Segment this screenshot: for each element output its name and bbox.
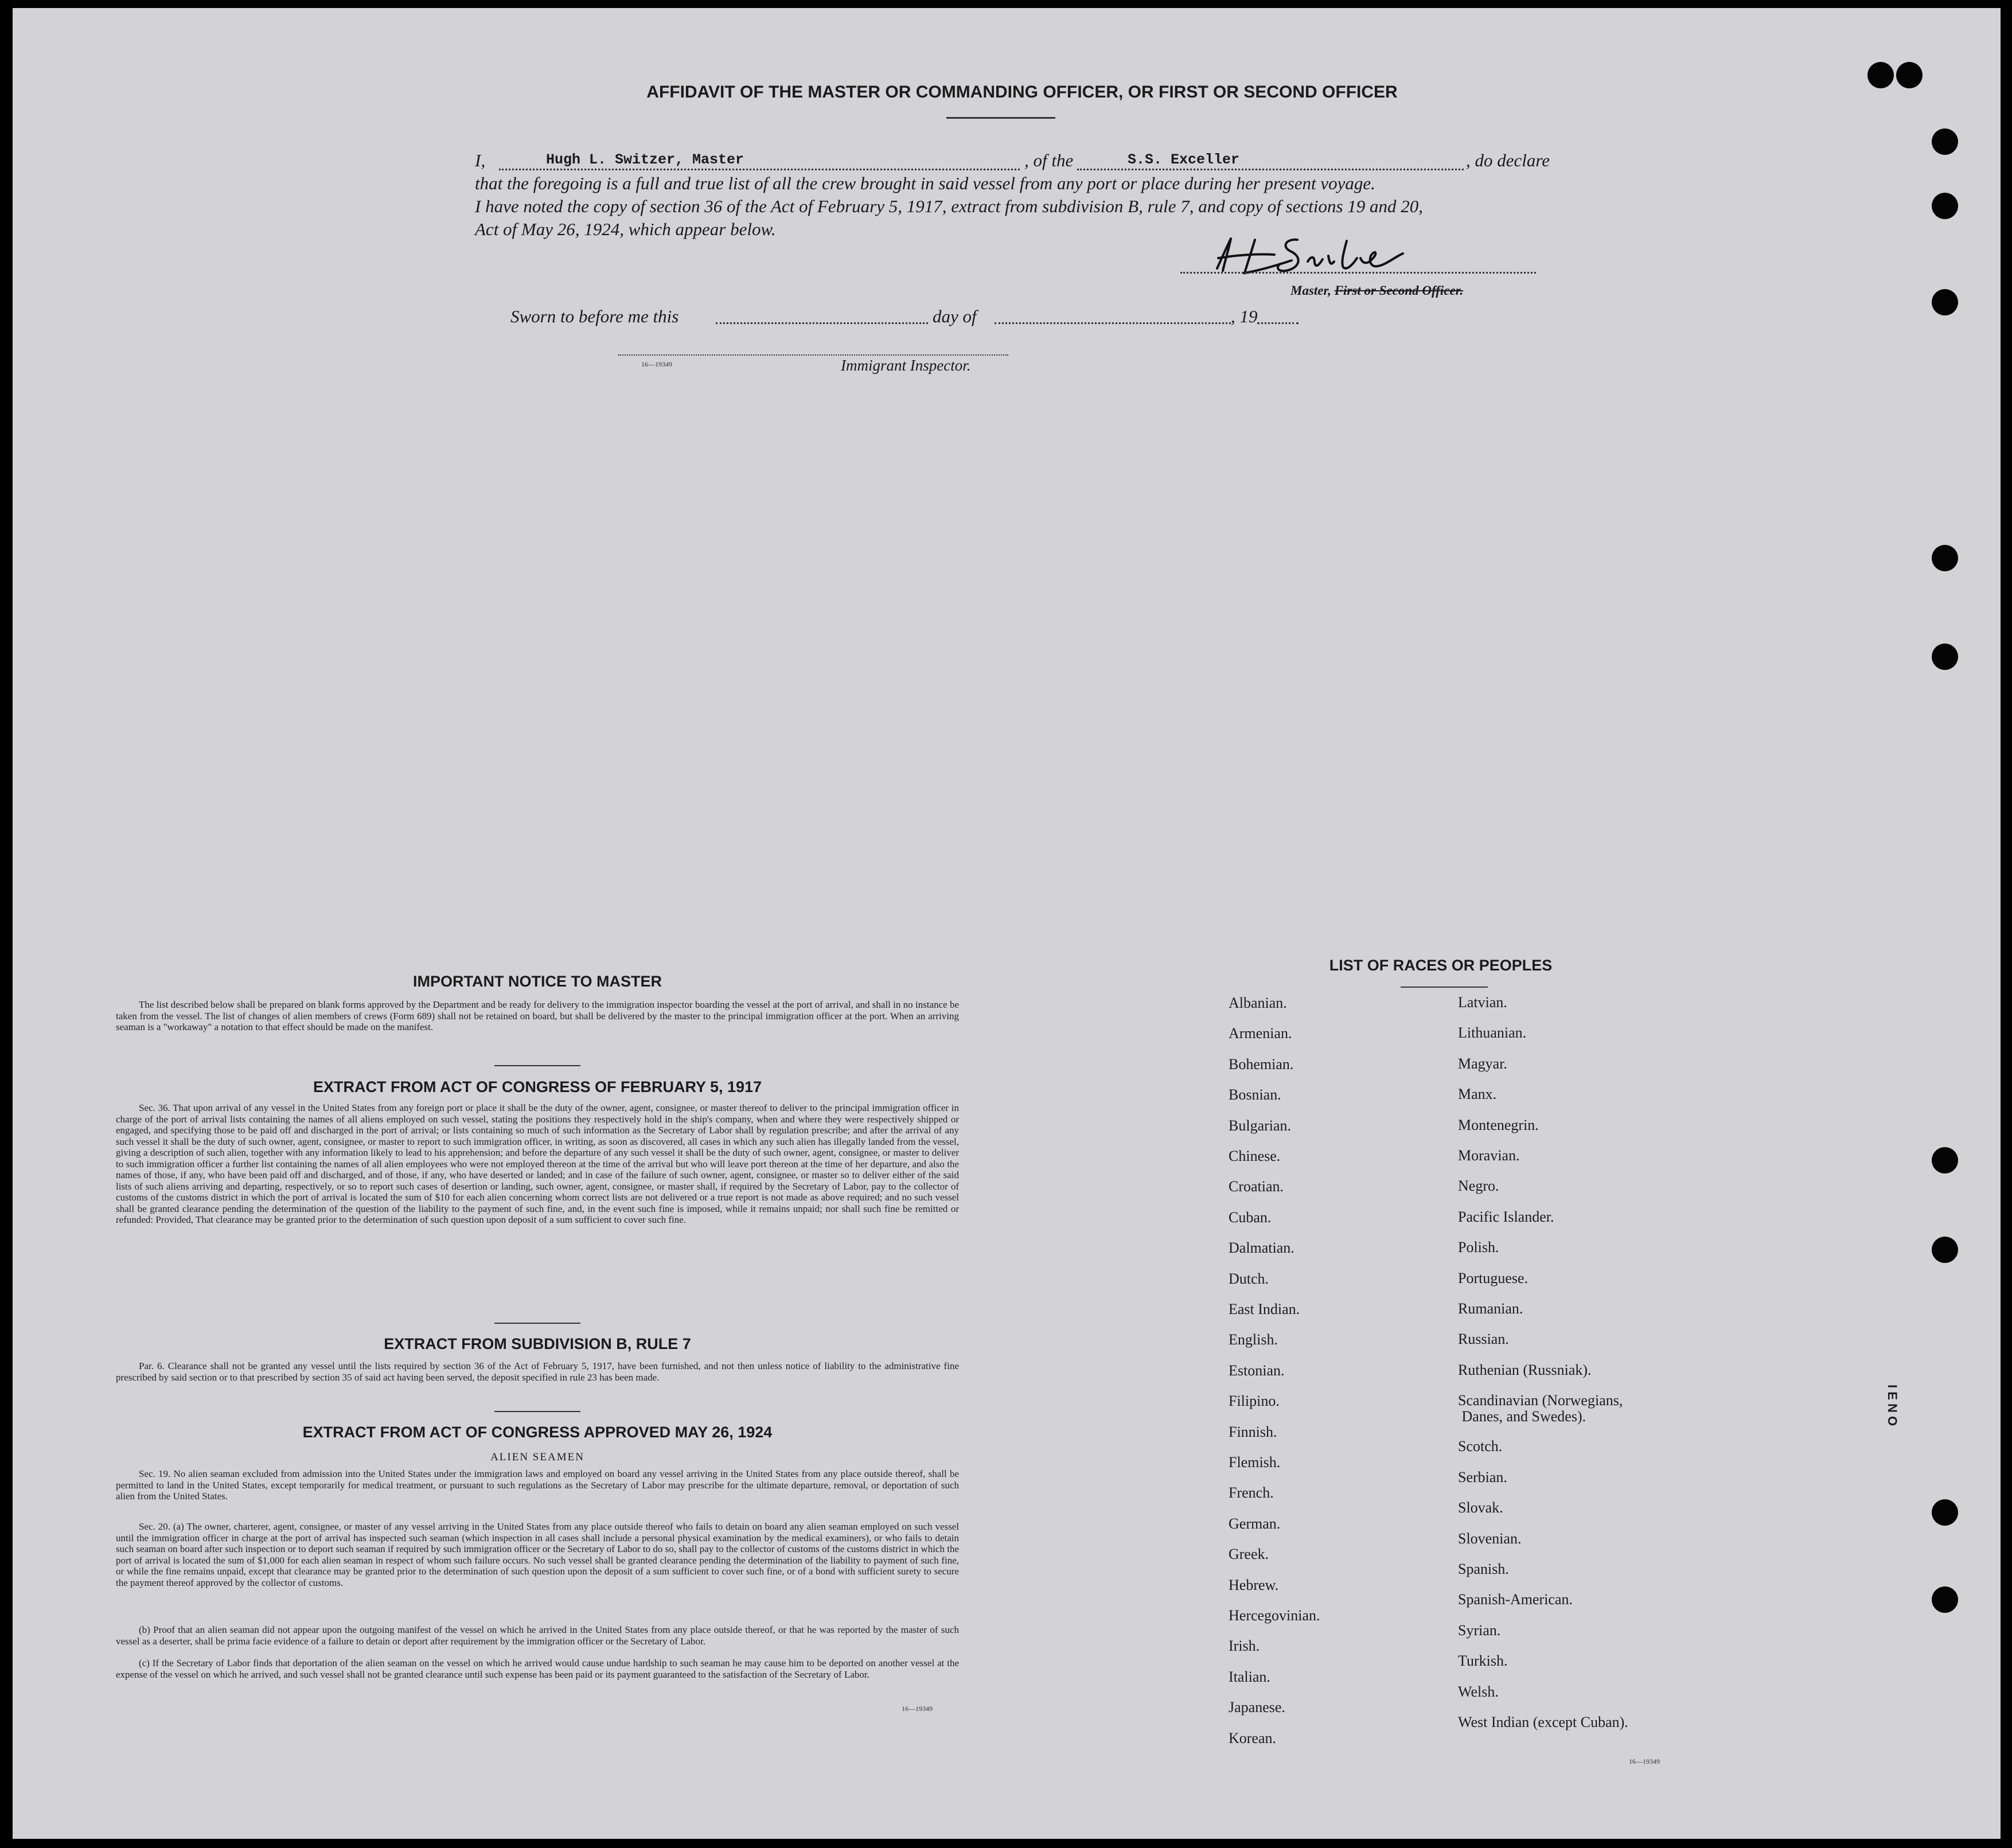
race-item: Bosnian. — [1229, 1086, 1281, 1104]
extract-1924-heading: EXTRACT FROM ACT OF CONGRESS APPROVED MAY 26, 1924 — [302, 1424, 773, 1441]
extract-1924-sec20b: (b) Proof that an alien seaman did not appear upon the outgoing manifest of the vessel on which he arrived in the United States from any place outside thereof, or that he was reported by the master of such vessel as a deserter, shall be prima facie evidence of a failure to detain or deport after requirement by the immigration officer or the Secretary of Labor. — [116, 1624, 959, 1647]
race-item: English. — [1229, 1331, 1278, 1348]
race-item: Estonian. — [1229, 1362, 1285, 1379]
day-of-label: day of — [933, 306, 977, 326]
punch-hole — [1932, 1586, 1958, 1613]
race-item: Welsh. — [1458, 1683, 1499, 1700]
race-item: Cuban. — [1229, 1208, 1272, 1226]
extract-1917-heading: EXTRACT FROM ACT OF CONGRESS OF FEBRUARY 5, 1917 — [313, 1078, 762, 1095]
race-item: Pacific Islander. — [1458, 1208, 1554, 1225]
race-item: Negro. — [1458, 1178, 1499, 1195]
race-item: Lithuanian. — [1458, 1024, 1527, 1042]
form-number: 16—19349 — [641, 360, 672, 368]
extract-1917-text: Sec. 36. That upon arrival of any vessel in the United States from any foreign port or place it shall be the duty of the owner, agent, consignee, or master thereof to deliver to the principal immigration officer in charge of the port of arrival lists containing the names of all aliens employed on such vessel, stating the positions they respectively hold in the ship's company, when and where they were respectively shipped or engaged, and specifying those to be paid off and discharged in the port of arrival; or lists containing so much of such information as the Secretary of Labor shall by regulation prescribe; and after the arrival of any such vessel it shall be the duty of such owner, agent, consignee, or master to report to such immigration officer, in writing, as soon as discovered, all cases in which any such alien has illegally landed from the vessel, giving a description of such alien, together with any information likely to lead to his apprehension; and before the departure of any such vessel it shall be the duty of such owner, agent, consignee, or master to deliver to such immigration officer a further list containing the names of all alien employees who were not employed thereon at the time of the arrival but who will leave port thereon at the time of her departure, and also the names of those, if any, who have been paid off and discharged, and of those, if any, who have deserted or landed; and in case of the failure of such owner, agent, consignee, or master so to deliver either of the said lists of such aliens arriving and departing, respectively, or so to report such cases of desertion or landing, such owner, agent, consignee, or master shall, if required by the Secretary of Labor, pay to the collector of customs of the customs district in which the port of arrival is located the sum of $10 for each alien concerning whom correct lists are not delivered or a true report is not made as above required; and no such vessel shall be granted clearance pending the determination of the question of the liability to the payment of such fine, and, in the event such fine is imposed, while it remains unpaid; nor shall such fine be remitted or refunded: Provided, That clearance may be granted prior to the determination of such question upon deposit of a sum sufficient to cover such fine. — [116, 1102, 959, 1225]
race-item: Armenian. — [1229, 1025, 1292, 1042]
affidavit-prefix: I, — [475, 150, 486, 170]
notice-text: The list described below shall be prepared on blank forms approved by the Department and be ready for delivery to the immigration inspector boarding the vessel at the port of arrival, and shall in no instance be taken from the vessel. The list of changes of alien members of crews (Form 689) shall not be retained on board, but shall be delivered by the master to the principal immigration officer at the port. When an arriving seaman is a "workaway" a notation to that effect should be made on the manifest. — [116, 999, 959, 1032]
race-item: Spanish. — [1458, 1560, 1509, 1577]
master-name-field: Hugh L. Switzer, Master — [546, 151, 744, 168]
affidavit-line: I have noted the copy of section 36 of the Act of February 5, 1917, extract from subdivision B, rule 7, and copy of sections 19 and 20, — [475, 196, 1424, 216]
alien-seamen-subheading: ALIEN SEAMEN — [490, 1451, 584, 1463]
race-item: Dalmatian. — [1229, 1239, 1294, 1257]
punch-hole — [1932, 644, 1958, 670]
race-item: Dutch. — [1229, 1270, 1269, 1287]
race-item: Hercegovinian. — [1229, 1607, 1320, 1624]
extract-rule7-heading: EXTRACT FROM SUBDIVISION B, RULE 7 — [384, 1335, 691, 1352]
race-item: Rumanian. — [1458, 1300, 1523, 1317]
signature-caption: Master, First or Second Officer. — [1290, 283, 1464, 298]
race-item: Spanish-American. — [1458, 1591, 1573, 1608]
affidavit-do-declare: , do declare — [1466, 150, 1550, 170]
punch-hole — [1932, 545, 1958, 571]
form-number: 16—19349 — [1629, 1757, 1660, 1765]
punch-hole — [1932, 289, 1958, 315]
race-item: Japanese. — [1229, 1699, 1285, 1716]
race-item: Filipino. — [1229, 1393, 1280, 1410]
race-item: Chinese. — [1229, 1148, 1281, 1164]
affidavit-line: that the foregoing is a full and true list of all the crew brought in said vessel from any port or place during her present voyage. — [475, 173, 1375, 193]
race-item: Bohemian. — [1229, 1055, 1294, 1073]
race-item: Greek. — [1229, 1546, 1269, 1563]
race-item: Albanian. — [1229, 995, 1287, 1011]
race-item: Serbian. — [1458, 1468, 1507, 1486]
punch-hole — [1932, 1147, 1958, 1173]
race-item: Russian. — [1458, 1331, 1509, 1348]
punch-hole — [1867, 62, 1894, 88]
race-item: Irish. — [1229, 1638, 1260, 1655]
race-item: Korean. — [1229, 1729, 1277, 1746]
race-item: Croatian. — [1229, 1178, 1284, 1195]
sworn-label: Sworn to before me this — [510, 306, 679, 326]
punch-hole — [1932, 1499, 1958, 1526]
affidavit-title: AFFIDAVIT OF THE MASTER OR COMMANDING OFFICER, OR FIRST OR SECOND OFFICER — [646, 83, 1398, 102]
race-item: Bulgarian. — [1229, 1117, 1292, 1134]
races-heading: LIST OF RACES OR PEOPLES — [1329, 957, 1553, 974]
race-item: West Indian (except Cuban). — [1458, 1713, 1628, 1730]
race-item: East Indian. — [1229, 1301, 1300, 1317]
race-item: Syrian. — [1458, 1621, 1501, 1639]
race-item: Scandinavian (Norwegians, Danes, and Swedes). — [1458, 1392, 1623, 1425]
race-item: Manx. — [1458, 1086, 1497, 1103]
race-item: Turkish. — [1458, 1652, 1508, 1670]
race-item: French. — [1229, 1484, 1274, 1502]
race-item: Flemish. — [1229, 1454, 1281, 1471]
punch-hole — [1932, 128, 1958, 155]
form-number: 16—19349 — [902, 1705, 933, 1713]
affidavit-line: Act of May 26, 1924, which appear below. — [475, 219, 776, 239]
race-item: Montenegrin. — [1458, 1116, 1539, 1133]
race-item: German. — [1229, 1515, 1281, 1532]
race-item: Polish. — [1458, 1239, 1499, 1256]
race-item: Latvian. — [1458, 994, 1507, 1011]
race-item: Moravian. — [1458, 1147, 1520, 1164]
punch-hole — [1932, 1237, 1958, 1263]
title-rule — [946, 117, 1055, 119]
year-label: , 19 — [1231, 306, 1258, 326]
affidavit-of-the: , of the — [1024, 150, 1074, 170]
race-item: Magyar. — [1458, 1055, 1507, 1072]
race-item: Ruthenian (Russniak). — [1458, 1361, 1592, 1378]
race-item: Portuguese. — [1458, 1269, 1529, 1286]
race-item: Italian. — [1229, 1668, 1270, 1685]
race-item: Scotch. — [1458, 1438, 1503, 1455]
signature-image — [1206, 233, 1458, 284]
race-item: Hebrew. — [1229, 1576, 1279, 1593]
margin-mark: I E N O — [1885, 1385, 1900, 1426]
extract-1924-sec19: Sec. 19. No alien seaman excluded from admission into the United States under the immigration laws and employed on board any vessel arriving in the United States from any place outside thereof, shall be permitted to land in the United States, except temporarily for medical treatment, or pursuant to such regulations as the Secretary of Labor may prescribe for the ultimate departure, removal, or deportation of such alien from the United States. — [116, 1468, 959, 1502]
race-item: Slovenian. — [1458, 1530, 1522, 1547]
notice-heading: IMPORTANT NOTICE TO MASTER — [413, 973, 662, 990]
vessel-name-field: S.S. Exceller — [1128, 151, 1240, 168]
punch-hole — [1896, 62, 1923, 88]
extract-1924-sec20c: (c) If the Secretary of Labor finds that deportation of the alien seaman on the vessel on which he arrived would cause undue hardship to such seaman he may cause him to be deported on another vessel at the expense of the vessel on which he arrived, and such vessel shall not be granted clearance until such expense has been paid or its payment guaranteed to the satisfaction of the Secretary of Labor. — [116, 1658, 959, 1680]
extract-1924-sec20a: Sec. 20. (a) The owner, charterer, agent, consignee, or master of any vessel arriving in the United States from any place outside thereof who fails to detain on board any alien seaman employed on such vessel until the immigration officer in charge at the port of arrival has inspected such seaman (which inspection in all cases shall include a personal physical examination by the medical examiners), or who fails to detain such seaman on board after such inspection or to deport such seaman if required by such immigration officer or the Secretary of Labor to do so, shall pay to the collector of customs of the customs district in which the port of arrival is located the sum of $1,000 for each alien seaman in respect of whom such failure occurs. No such vessel shall be granted clearance pending the determination of the liability to payment of such fine, or while the fine remains unpaid, except that clearance may be granted prior to the determination of such question upon the deposit of a sum sufficient to cover such fine, or of a bond with sufficient surety to secure the payment thereof approved by the collector of customs. — [116, 1521, 959, 1588]
document-sheet — [13, 8, 2001, 1839]
extract-rule7-text: Par. 6. Clearance shall not be granted any vessel until the lists required by section 36 of the Act of February 5, 1917, have been furnished, and not then unless notice of liability to the administrative fine prescribed by said section or to that prescribed by section 35 of said act having been served, the deposit specified in rule 23 has been made. — [116, 1360, 959, 1383]
punch-hole — [1932, 193, 1958, 219]
race-item: Finnish. — [1229, 1423, 1277, 1440]
race-item: Slovak. — [1458, 1499, 1503, 1516]
inspector-label: Immigrant Inspector. — [841, 357, 971, 374]
